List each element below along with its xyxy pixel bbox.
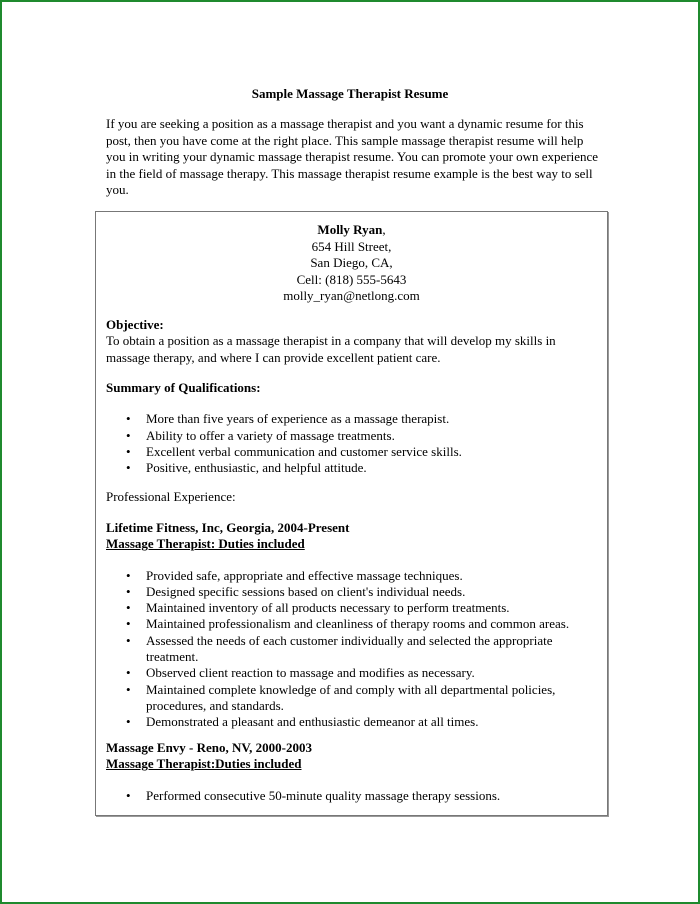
job-2 <box>106 740 598 804</box>
list-item: • Observed client reaction to massage and modifies as necessary. <box>106 665 598 681</box>
duties-list <box>106 568 598 731</box>
city-state: San Diego, CA, <box>310 255 393 270</box>
intro-paragraph: If you are seeking a position as a massage therapist and you want a dynamic resume for this post, then you have come at the right place. This sample massage therapist resume will help you in writing your dynamic massage therapist resume. You can promote your own experience in the field of massage therapy. This massage therapist resume example is the best way to sell you. <box>106 116 599 198</box>
list-item: • Demonstrated a pleasant and enthusiastic demeanor at all times. <box>106 714 598 730</box>
cell-phone: Cell: (818) 555-5643 <box>296 271 407 287</box>
list-item: • Maintained professionalism and cleanliness of therapy rooms and common areas. <box>106 616 598 632</box>
list-item: • Provided safe, appropriate and effective massage techniques. <box>106 568 598 584</box>
list-item: • Ability to offer a variety of massage treatments. <box>106 428 598 444</box>
summary-heading: Summary of Qualifications: <box>106 380 261 395</box>
candidate-name: Molly Ryan <box>317 222 383 237</box>
objective-heading: Objective: <box>106 317 164 332</box>
job-role: Massage Therapist: Duties included <box>106 536 305 552</box>
summary-section <box>106 380 598 476</box>
objective-section <box>106 317 598 366</box>
job-employer: Lifetime Fitness, Inc, Georgia, 2004-Present <box>106 520 350 535</box>
summary-list <box>106 411 598 476</box>
document-title: Sample Massage Therapist Resume <box>251 86 449 101</box>
duties-list <box>106 788 598 804</box>
list-item: • Maintained complete knowledge of and comply with all departmental policies, procedures, and standards. <box>106 682 598 715</box>
list-item: • More than five years of experience as a massage therapist. <box>106 411 598 427</box>
job-employer: Massage Envy - Reno, NV, 2000-2003 <box>106 740 312 755</box>
list-item: • Excellent verbal communication and customer service skills. <box>106 444 598 460</box>
list-item: • Maintained inventory of all products necessary to perform treatments. <box>106 600 598 616</box>
email-address: molly_ryan@netlong.com <box>283 288 420 303</box>
job-role: Massage Therapist:Duties included <box>106 756 302 772</box>
contact-block <box>95 222 608 305</box>
list-item: • Designed specific sessions based on client's individual needs. <box>106 584 598 600</box>
job-1 <box>106 520 598 731</box>
objective-text: To obtain a position as a massage therapist in a company that will develop my skills in massage therapy, and where I can provide excellent patient care. <box>106 333 556 365</box>
experience-heading: Professional Experience: <box>106 489 236 504</box>
list-item: • Positive, enthusiastic, and helpful attitude. <box>106 460 598 476</box>
list-item: • Assessed the needs of each customer individually and selected the appropriate treatment. <box>106 633 598 666</box>
name-comma: , <box>382 222 386 237</box>
street-address: 654 Hill Street, <box>311 238 392 254</box>
list-item: • Performed consecutive 50-minute quality massage therapy sessions. <box>106 788 598 804</box>
